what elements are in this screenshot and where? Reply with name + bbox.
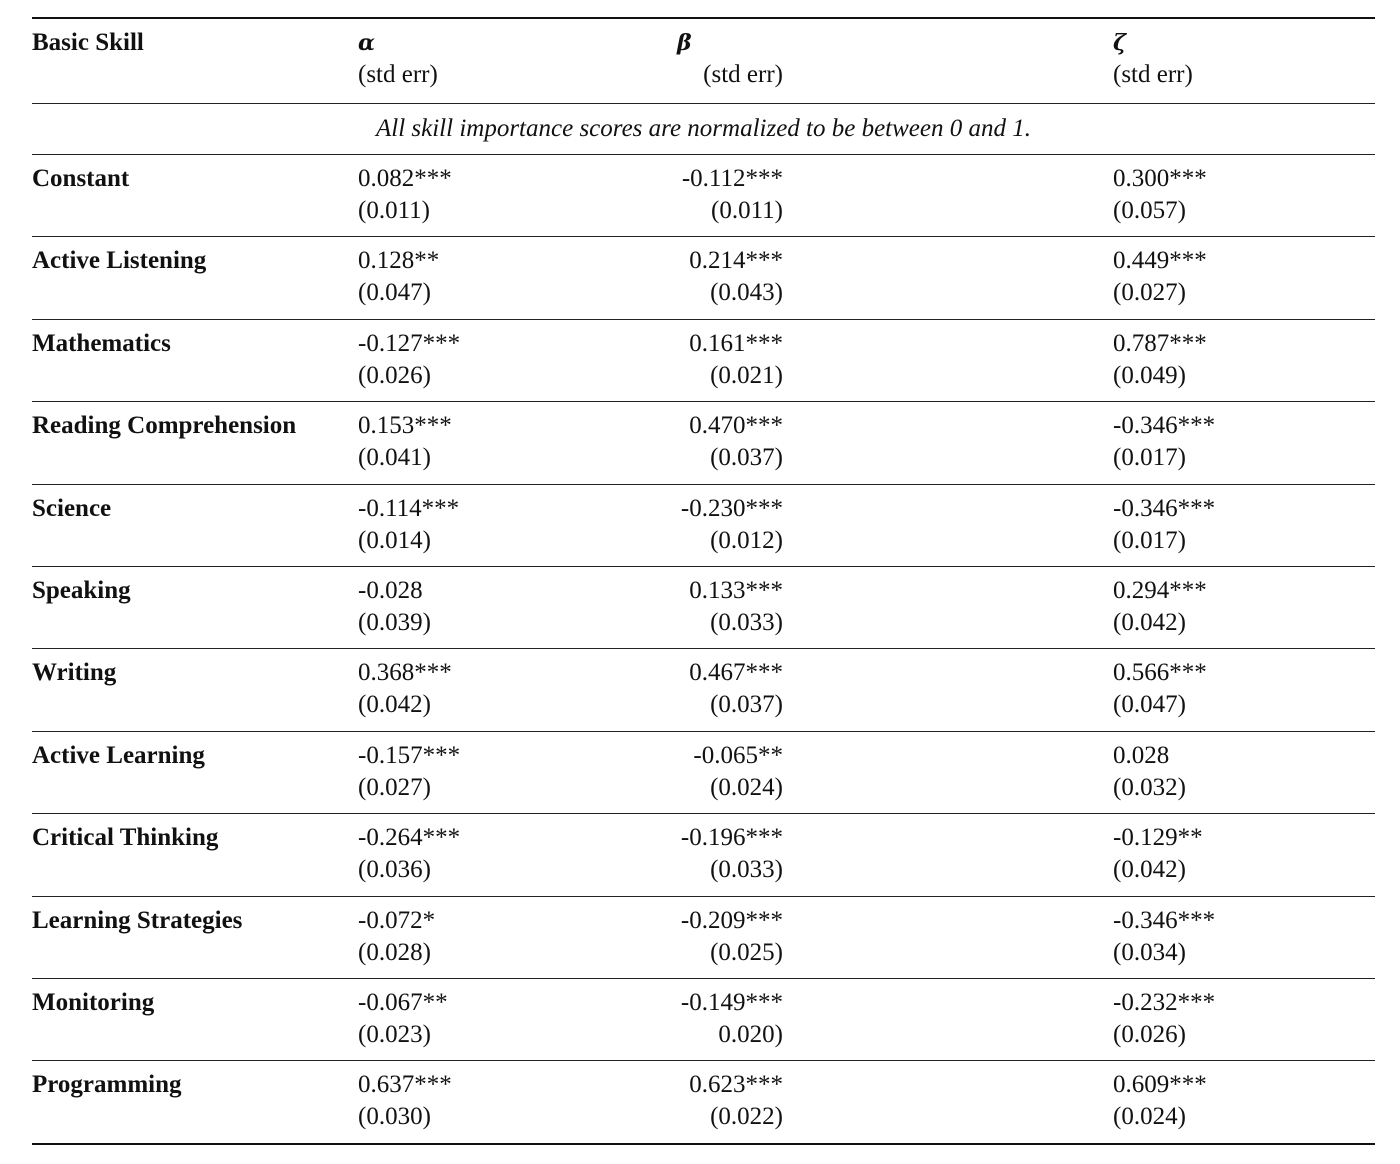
alpha-coef: -0.264*** (358, 824, 461, 852)
zeta-std-err: (0.034) (1113, 938, 1186, 966)
zeta-std-err: (0.047) (1113, 691, 1186, 719)
table-row (32, 155, 1375, 236)
beta-coef: -0.230*** (680, 494, 783, 522)
zeta-coef: 0.609*** (1113, 1071, 1207, 1099)
skill-label: Mathematics (32, 329, 171, 357)
alpha-std-err: (0.041) (358, 444, 431, 472)
zeta-coef: 0.566*** (1113, 659, 1207, 687)
beta-std-err: (0.043) (710, 279, 783, 307)
beta-coef: -0.149*** (680, 988, 783, 1016)
table-row (32, 649, 1375, 730)
alpha-coef: 0.082*** (358, 165, 452, 192)
alpha-std-err: (0.047) (358, 279, 431, 307)
beta-std-err: (0.012) (710, 526, 783, 554)
table-row (32, 485, 1375, 566)
table-row (32, 567, 1375, 648)
beta-coef: 0.214*** (689, 247, 783, 275)
beta-std-err: (0.033) (710, 856, 783, 884)
table-note: All skill importance scores are normalized to be between 0 and 1. (376, 115, 1031, 142)
alpha-coef: 0.153*** (358, 412, 452, 440)
alpha-std-err: (0.023) (358, 1020, 431, 1048)
beta-std-err: (0.025) (710, 938, 783, 966)
zeta-coef: 0.300*** (1113, 165, 1207, 192)
table-row (32, 814, 1375, 895)
alpha-std-err: (0.028) (358, 938, 431, 966)
table-row (32, 732, 1375, 813)
skill-label: Writing (32, 659, 117, 687)
alpha-coef: -0.157*** (358, 741, 461, 769)
table-row (32, 1061, 1375, 1142)
zeta-coef: -0.346*** (1113, 494, 1216, 522)
beta-std-err: (0.037) (710, 444, 783, 472)
alpha-coef: -0.114*** (358, 494, 460, 522)
header-zeta-symbol: ζ (1113, 30, 1127, 56)
zeta-coef: 0.449*** (1113, 247, 1207, 275)
zeta-std-err: (0.017) (1113, 526, 1186, 554)
alpha-std-err: (0.030) (358, 1103, 431, 1131)
zeta-coef: 0.028 (1113, 741, 1170, 769)
alpha-coef: -0.072* (358, 906, 436, 934)
skill-label: Science (32, 494, 112, 522)
skill-label: Constant (32, 165, 130, 192)
beta-coef: -0.065** (693, 741, 783, 769)
zeta-std-err: (0.027) (1113, 279, 1186, 307)
zeta-std-err: (0.057) (1113, 197, 1186, 224)
alpha-std-err: (0.036) (358, 856, 431, 884)
skill-label: Critical Thinking (32, 824, 219, 852)
beta-std-err: (0.037) (710, 691, 783, 719)
skill-label: Speaking (32, 576, 131, 604)
beta-coef: 0.161*** (689, 329, 783, 357)
table-row (32, 402, 1375, 483)
beta-std-err: (0.033) (710, 608, 783, 636)
table-row (32, 320, 1375, 401)
skill-label: Active Listening (32, 247, 207, 275)
beta-coef: -0.196*** (680, 824, 783, 852)
beta-std-err: (0.024) (710, 773, 783, 801)
table-header (32, 19, 1375, 103)
zeta-std-err: (0.049) (1113, 361, 1186, 389)
header-zeta-std-err: (std err) (1113, 61, 1193, 88)
beta-std-err: 0.020) (718, 1020, 783, 1048)
skill-label: Learning Strategies (32, 906, 243, 934)
alpha-coef: -0.028 (358, 576, 423, 604)
beta-coef: 0.133*** (689, 576, 783, 604)
zeta-std-err: (0.017) (1113, 444, 1186, 472)
alpha-std-err: (0.011) (358, 197, 430, 224)
skill-label: Programming (32, 1071, 182, 1099)
table-row (32, 897, 1375, 978)
beta-std-err: (0.021) (710, 361, 783, 389)
alpha-std-err: (0.014) (358, 526, 431, 554)
beta-coef: -0.112*** (681, 165, 783, 192)
zeta-std-err: (0.042) (1113, 856, 1186, 884)
beta-coef: 0.467*** (689, 659, 783, 687)
zeta-coef: -0.129** (1113, 824, 1203, 852)
zeta-std-err: (0.042) (1113, 608, 1186, 636)
alpha-coef: 0.637*** (358, 1071, 452, 1099)
beta-std-err: (0.022) (710, 1103, 783, 1131)
alpha-std-err: (0.027) (358, 773, 431, 801)
header-alpha-std-err: (std err) (358, 61, 438, 88)
skill-label: Monitoring (32, 988, 155, 1016)
bottom-rule (32, 1143, 1375, 1145)
header-beta-std-err: (std err) (703, 61, 783, 88)
alpha-std-err: (0.039) (358, 608, 431, 636)
alpha-std-err: (0.042) (358, 691, 431, 719)
zeta-coef: -0.232*** (1113, 988, 1216, 1016)
alpha-coef: -0.067** (358, 988, 448, 1016)
beta-std-err: (0.011) (711, 197, 783, 224)
skill-label: Active Learning (32, 741, 205, 769)
regression-table (32, 17, 1375, 1145)
beta-coef: 0.470*** (689, 412, 783, 440)
zeta-std-err: (0.024) (1113, 1103, 1186, 1131)
zeta-coef: 0.294*** (1113, 576, 1207, 604)
table-body (32, 154, 1375, 1145)
header-basic-skill: Basic Skill (32, 29, 144, 56)
beta-coef: 0.623*** (689, 1071, 783, 1099)
zeta-coef: -0.346*** (1113, 906, 1216, 934)
alpha-coef: 0.128** (358, 247, 440, 275)
alpha-coef: -0.127*** (358, 329, 461, 357)
skill-label: Reading Comprehension (32, 412, 297, 440)
table-row (32, 237, 1375, 318)
alpha-coef: 0.368*** (358, 659, 452, 687)
zeta-coef: 0.787*** (1113, 329, 1207, 357)
zeta-coef: -0.346*** (1113, 412, 1216, 440)
zeta-std-err: (0.026) (1113, 1020, 1186, 1048)
table-row (32, 979, 1375, 1060)
zeta-std-err: (0.032) (1113, 773, 1186, 801)
beta-coef: -0.209*** (680, 906, 783, 934)
table-note-row (32, 104, 1375, 154)
alpha-std-err: (0.026) (358, 361, 431, 389)
header-alpha-symbol: α (358, 30, 375, 56)
header-beta-symbol: β (677, 30, 692, 56)
